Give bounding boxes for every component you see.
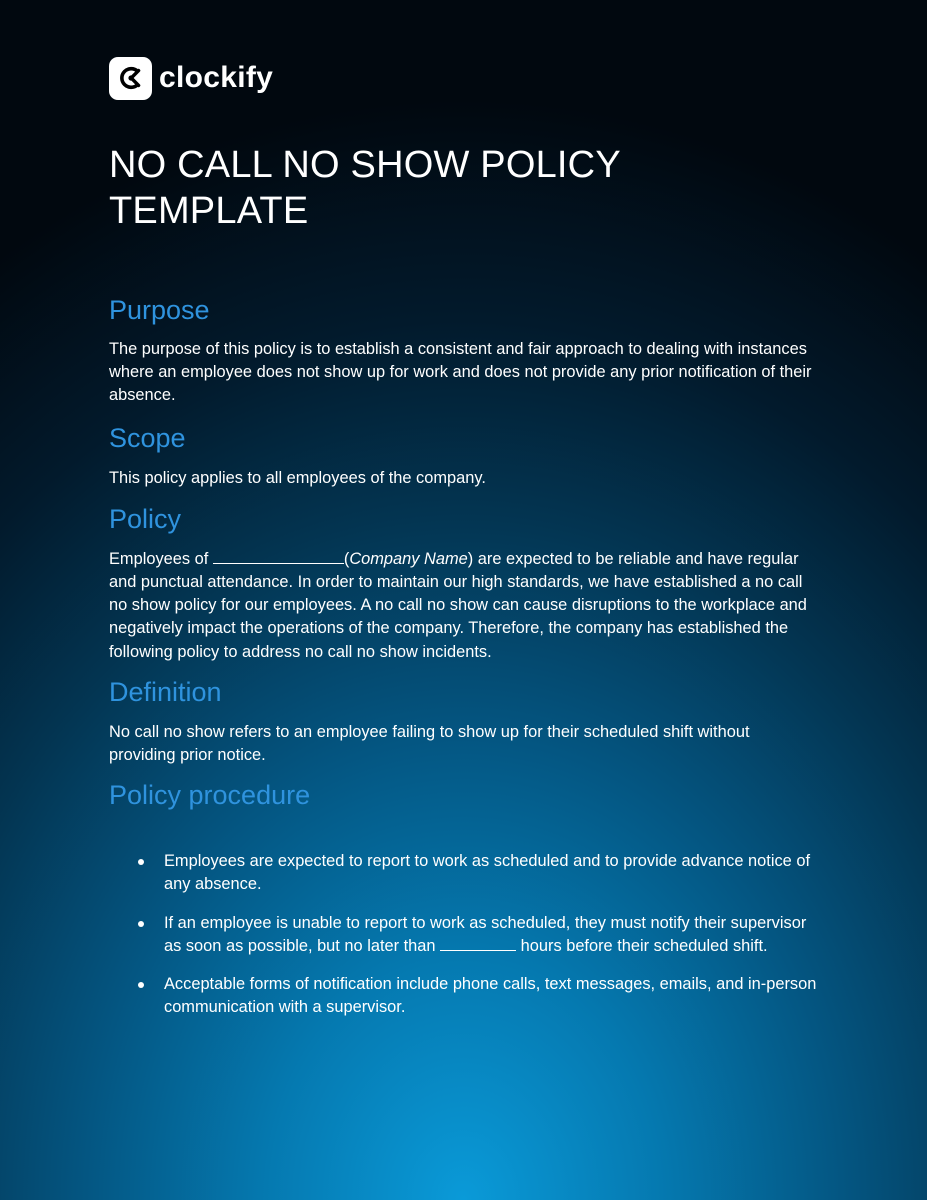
section-policy xyxy=(109,502,817,664)
clockify-logo-icon xyxy=(109,57,152,100)
open-paren: ( xyxy=(343,549,350,568)
procedure-item-prefix: If an employee is unable to report to work as scheduled, they must notify their supervisor as soon as possible, but no later than xyxy=(164,913,807,955)
bullet-icon xyxy=(138,982,144,988)
company-name-placeholder: Company Name xyxy=(349,549,468,568)
procedure-item-text: Acceptable forms of notification include phone calls, text messages, emails, and in-person communication with a supervisor. xyxy=(164,975,817,1017)
section-heading-policy: Policy xyxy=(109,503,182,534)
list-item xyxy=(109,973,817,1019)
policy-body-prefix: Employees of xyxy=(109,549,213,568)
page-title: NO CALL NO SHOW POLICY TEMPLATE xyxy=(109,144,621,232)
section-body-policy xyxy=(109,548,817,664)
section-body-scope: This policy applies to all employees of the company. xyxy=(109,468,486,487)
brand-name: clockify xyxy=(159,61,274,94)
section-body-purpose: The purpose of this policy is to establish a consistent and fair approach to dealing with instances where an employee does not show up for work and does not provide any prior notification of their absence. xyxy=(109,340,812,405)
section-heading-purpose: Purpose xyxy=(109,295,210,325)
section-heading-procedure: Policy procedure xyxy=(109,780,311,811)
list-item xyxy=(109,912,817,958)
close-paren: ) xyxy=(467,549,474,568)
procedure-item-text: Employees are expected to report to work as scheduled and to provide advance notice of any absence. xyxy=(164,852,810,894)
section-body-definition: No call no show refers to an employee failing to show up for their scheduled shift without providing prior notice. xyxy=(109,722,750,765)
section-scope xyxy=(109,421,817,490)
section-heading-definition: Definition xyxy=(109,676,222,707)
bullet-icon xyxy=(138,859,144,865)
list-item xyxy=(109,850,817,896)
procedure-item-suffix: hours before their scheduled shift. xyxy=(516,936,768,955)
company-name-blank xyxy=(213,549,344,564)
section-heading-scope: Scope xyxy=(109,422,186,453)
policy-body-suffix: are expected to be reliable and have regular and punctual attendance. In order to maintain our high standards, we have established a no call no show policy for our employees. A no call no show can cause disruptions to the workplace and negatively impact the operations of the company. Therefore, the company has established the following policy to address no call no show incidents. xyxy=(109,549,807,661)
section-purpose xyxy=(109,293,817,408)
bullet-icon xyxy=(138,921,144,927)
section-procedure xyxy=(109,778,817,1019)
hours-blank xyxy=(440,936,516,951)
section-definition xyxy=(109,675,817,767)
procedure-list xyxy=(109,850,817,1019)
brand-logo xyxy=(109,56,817,100)
